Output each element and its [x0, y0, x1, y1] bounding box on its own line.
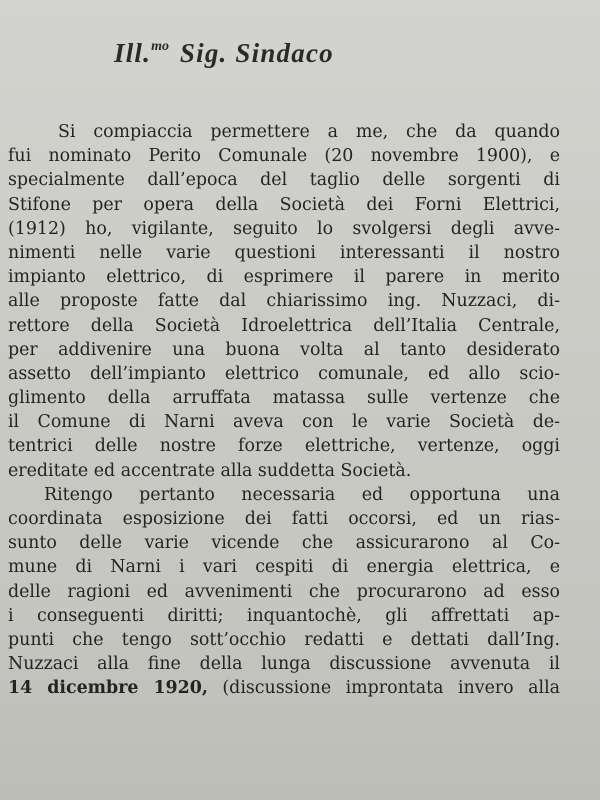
text-line: nimenti nelle varie questioni interessanti il nostro — [8, 242, 560, 263]
text-line: specialmente dall’epoca del taglio delle sorgenti di — [8, 170, 560, 191]
letter-salutation — [114, 38, 334, 69]
text-line: ereditate ed accentrate alla suddetta Società. — [8, 460, 412, 481]
text-line: fui nominato Perito Comunale (20 novembre 1900), e — [8, 146, 560, 167]
text-line: coordinata esposizione dei fatti occorsi, ed un rias- — [8, 509, 560, 529]
date-emphasis: 14 dicembre 1920, — [8, 678, 208, 699]
letter-body — [8, 120, 560, 701]
text-line: i conseguenti diritti; inquantochè, gli affrettati ap- — [8, 605, 560, 626]
text-line: delle ragioni ed avvenimenti che procurarono ad esso — [8, 581, 560, 602]
text-line-rest: (discussione improntata invero alla — [207, 678, 560, 699]
text-line: Nuzzaci alla fine della lunga discussione avvenuta il — [8, 654, 560, 675]
text-line: (1912) ho, vigilante, seguito lo svolgersi degli avve- — [8, 218, 560, 239]
text-line: glimento della arruffata matassa sulle vertenze che — [8, 388, 560, 409]
salutation-prefix: Ill. — [114, 38, 152, 68]
text-line: impianto elettrico, di esprimere il parere in merito — [8, 267, 560, 288]
text-line — [8, 676, 560, 700]
paragraph-1 — [8, 120, 560, 483]
text-line: Stifone per opera della Società dei Forni Elettrici, — [8, 194, 560, 215]
text-line: per addivenire una buona volta al tanto desiderato — [8, 339, 560, 360]
paragraph-2 — [8, 483, 560, 701]
salutation-rest: Sig. Sindaco — [179, 38, 334, 68]
text-line: Si compiaccia permettere a me, che da quando — [58, 122, 560, 142]
text-line: alle proposte fatte dal chiarissimo ing. Nuzzaci, di- — [8, 291, 560, 312]
text-line: tentrici delle nostre forze elettriche, vertenze, oggi — [8, 436, 560, 457]
text-line: rettore della Società Idroelettrica dell’Italia Centrale, — [8, 315, 560, 336]
text-line: punti che tengo sott’occhio redatti e dettati dall’Ing. — [8, 629, 560, 650]
text-line: il Comune di Narni aveva con le varie Società de- — [8, 412, 560, 433]
salutation-superscript: mo — [151, 39, 169, 54]
text-line: mune di Narni i vari cespiti di energia elettrica, e — [8, 557, 560, 578]
text-line: sunto delle varie vicende che assicurarono al Co- — [8, 533, 560, 554]
text-line: assetto dell’impianto elettrico comunale, ed allo scio- — [8, 363, 560, 384]
text-line: Ritengo pertanto necessaria ed opportuna una — [44, 484, 560, 505]
